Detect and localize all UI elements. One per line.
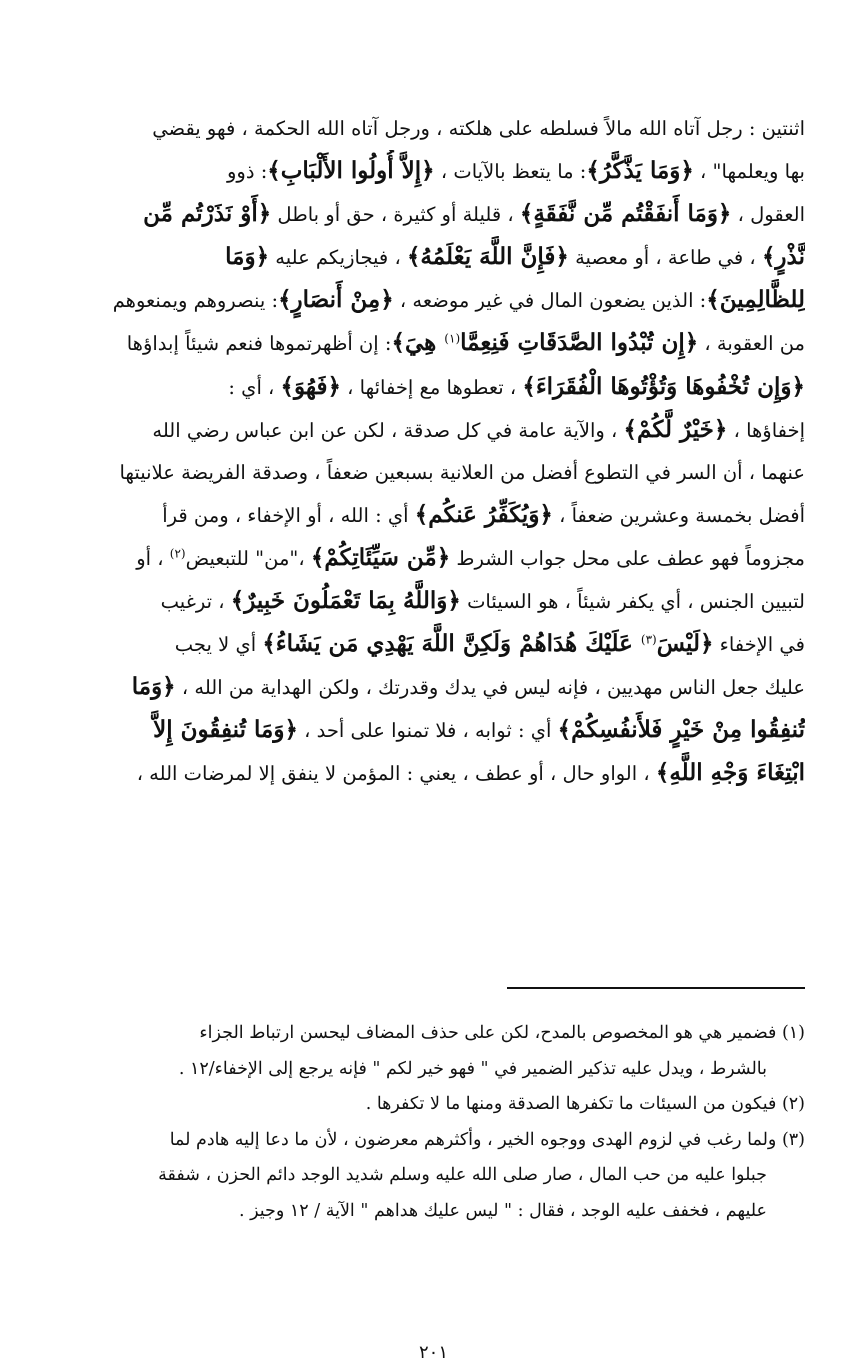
footnote-marker: (١) xyxy=(444,331,461,346)
commentary-text: ، أي : xyxy=(228,375,281,399)
quran-verse: نَّذْرٍ﴾ xyxy=(761,243,805,271)
commentary-text: اثنتين : رجل آتاه الله مالاً فسلطه على هلكته ، ورجل آتاه الله الحكمة ، فهو يقضي xyxy=(152,117,805,140)
commentary-text: : ذوو xyxy=(226,160,268,184)
text-line xyxy=(62,366,805,409)
quran-verse: ﴿وَيُكَفِّرُ عَنكُم﴾ xyxy=(414,500,553,528)
commentary-text: عليك جعل الناس مهديين ، فإنه ليس في يدك وقدرتك ، ولكن الهداية من الله ، xyxy=(175,676,805,700)
footnote-continuation xyxy=(62,1158,805,1194)
footnote-continuation xyxy=(62,1194,805,1230)
quran-verse: ﴿وَمَا xyxy=(225,243,270,271)
commentary-text: ، فيجازيكم عليه xyxy=(269,246,407,270)
commentary-text: ، في طاعة ، أو معصية xyxy=(568,246,762,270)
quran-verse: ﴿مِّن سَيِّئَاتِكُمْ﴾ xyxy=(310,543,451,571)
commentary-text: أفضل بخمسة وعشرين ضعفاً ، xyxy=(552,503,805,527)
commentary-text: أي : الله ، أو الإخفاء ، ومن قرأ xyxy=(162,503,415,527)
text-line xyxy=(62,150,805,193)
footnote-text: فضمير هي هو المخصوص بالمدح، لكن على حذف المضاف ليحسن ارتباط الجزاء xyxy=(199,1023,777,1043)
footnote-label: (٢) xyxy=(781,1094,805,1114)
commentary-text: : الذين يضعون المال في غير موضعه ، xyxy=(393,289,707,313)
commentary-text: أي لا يجب xyxy=(174,633,263,657)
commentary-text: أي : ثوابه ، فلا تمنوا على أحد ، xyxy=(297,719,558,743)
quran-verse: ﴿وَمَا يَذَّكَّرُ﴾ xyxy=(586,157,694,185)
commentary-text: عنهما ، أن السر في التطوع أفضل من العلانية بسبعين ضعفاً ، وصدقة الفريضة علانيتها xyxy=(119,460,805,484)
quran-verse: ﴿وَإِن تُخْفُوهَا وَتُؤْتُوهَا الْفُقَرَاءَ﴾ xyxy=(522,372,805,400)
commentary-text: إخفاؤها ، xyxy=(727,418,805,442)
footnote xyxy=(62,1087,805,1123)
footnote xyxy=(62,1123,805,1159)
quran-verse: ﴿فَإِنَّ اللَّهَ يَعْلَمُهُ﴾ xyxy=(406,243,569,271)
footnote-text: بالشرط ، ويدل عليه تذكير الضمير في " فهو خير لكم " فإنه يرجع إلى الإخفاء/١٢ . xyxy=(178,1058,767,1079)
main-text xyxy=(62,108,805,796)
footnote-text: جبلوا عليه من حب المال ، صار صلى الله عليه وسلم شديد الوجد دائم الحزن ، شفقة xyxy=(158,1165,767,1185)
footnote xyxy=(62,1016,805,1052)
commentary-text: : ينصروهم ويمنعوهم xyxy=(112,289,279,313)
commentary-text: من العقوبة ، xyxy=(698,332,805,356)
footnote-text: عليهم ، فخفف عليه الوجد ، فقال : " ليس عليك هداهم " الآية / ١٢ وجيز . xyxy=(238,1200,767,1221)
footnote-marker: (٢) xyxy=(169,546,186,561)
footnote-text: فيكون من السيئات ما تكفرها الصدقة ومنها ما لا تكفرها . xyxy=(365,1094,777,1114)
text-line xyxy=(62,108,805,150)
text-line xyxy=(62,452,805,494)
commentary-text: ،"من" للتبعيض xyxy=(185,546,311,570)
quran-verse: ﴿فَهُوَ﴾ xyxy=(280,372,341,400)
text-line xyxy=(62,409,805,452)
footnote-label: (١) xyxy=(781,1023,805,1043)
text-line xyxy=(62,709,805,752)
page-number: ٢٠١ xyxy=(418,1342,448,1363)
text-line xyxy=(62,279,805,322)
quran-verse: ﴿خَيْرٌ لَّكُمْ﴾ xyxy=(623,415,728,443)
quran-verse: ﴿أَوْ نَذَرْتُم مِّن xyxy=(143,200,272,228)
footnotes-section xyxy=(62,1016,805,1229)
commentary-text: ، ترغيب xyxy=(160,590,231,614)
quran-verse: لِلظَّالِمِينَ﴾ xyxy=(706,286,805,314)
quran-verse: عَلَيْكَ هُدَاهُمْ وَلَكِنَّ اللَّهَ يَهْدِي مَن يَشَاءُ﴾ xyxy=(262,630,641,658)
text-line xyxy=(62,752,805,795)
quran-verse: ﴿إِن تُبْدُوا الصَّدَقَاتِ فَنِعِمَّا xyxy=(460,329,699,357)
commentary-text: بها ويعلمها" ، xyxy=(693,160,805,184)
quran-verse: تُنفِقُوا مِنْ خَيْرٍ فَلأَنفُسِكُمْ﴾ xyxy=(557,716,805,744)
commentary-text: ، تعطوها مع إخفائها ، xyxy=(340,375,523,399)
text-line xyxy=(62,580,805,623)
commentary-text: ، أو xyxy=(136,546,170,570)
text-line xyxy=(62,193,805,236)
quran-verse: ﴿مِنْ أَنصَارٍ﴾ xyxy=(278,286,394,314)
commentary-text: ، قليلة أو كثيرة ، حق أو باطل xyxy=(271,203,520,227)
text-line xyxy=(62,666,805,709)
footnote-continuation xyxy=(62,1052,805,1088)
text-line xyxy=(62,537,805,580)
text-line xyxy=(62,236,805,279)
quran-verse: هِيَ﴾ xyxy=(391,329,445,357)
commentary-text: لتبيين الجنس ، أي يكفر شيئاً ، هو السيئات xyxy=(460,590,805,614)
text-line xyxy=(62,322,805,365)
footnote-label: (٣) xyxy=(781,1129,805,1150)
quran-verse: ﴿وَمَا xyxy=(131,673,176,701)
commentary-text: مجزوماً فهو عطف على محل جواب الشرط xyxy=(450,546,805,570)
quran-verse: ابْتِغَاءَ وَجْهِ اللَّهِ﴾ xyxy=(655,759,805,787)
commentary-text: العقول ، xyxy=(731,203,805,227)
text-line xyxy=(62,623,805,666)
quran-verse: ﴿لَيْسَ xyxy=(656,630,714,658)
footnote-text: ولما رغب في لزوم الهدى ووجوه الخير ، وأكثرهم معرضون ، لأن ما دعا إليه هادم لما xyxy=(169,1129,777,1150)
text-line xyxy=(62,494,805,537)
commentary-text: : إن أظهرتموها فنعم شيئاً إبداؤها xyxy=(126,332,392,356)
commentary-text: في الإخفاء xyxy=(713,633,805,657)
quran-verse: ﴿وَمَا أَنفَقْتُم مِّن نَّفَقَةٍ﴾ xyxy=(519,200,732,228)
footnote-divider xyxy=(507,987,805,989)
quran-verse: ﴿وَمَا تُنفِقُونَ إِلاَّ xyxy=(153,716,298,744)
quran-verse: ﴿إِلاَّ أُولُوا الأَلْبَابِ﴾ xyxy=(267,157,435,185)
commentary-text: : ما يتعظ بالآيات ، xyxy=(434,160,587,184)
commentary-text: ، والآية عامة في كل صدقة ، لكن عن ابن عباس رضي الله xyxy=(152,418,624,442)
footnote-marker: (٣) xyxy=(640,632,657,647)
commentary-text: ، الواو حال ، أو عطف ، يعني : المؤمن لا ينفق إلا لمرضات الله ، xyxy=(136,762,656,786)
quran-verse: ﴿وَاللَّهُ بِمَا تَعْمَلُونَ خَبِيرٌ﴾ xyxy=(230,587,461,615)
